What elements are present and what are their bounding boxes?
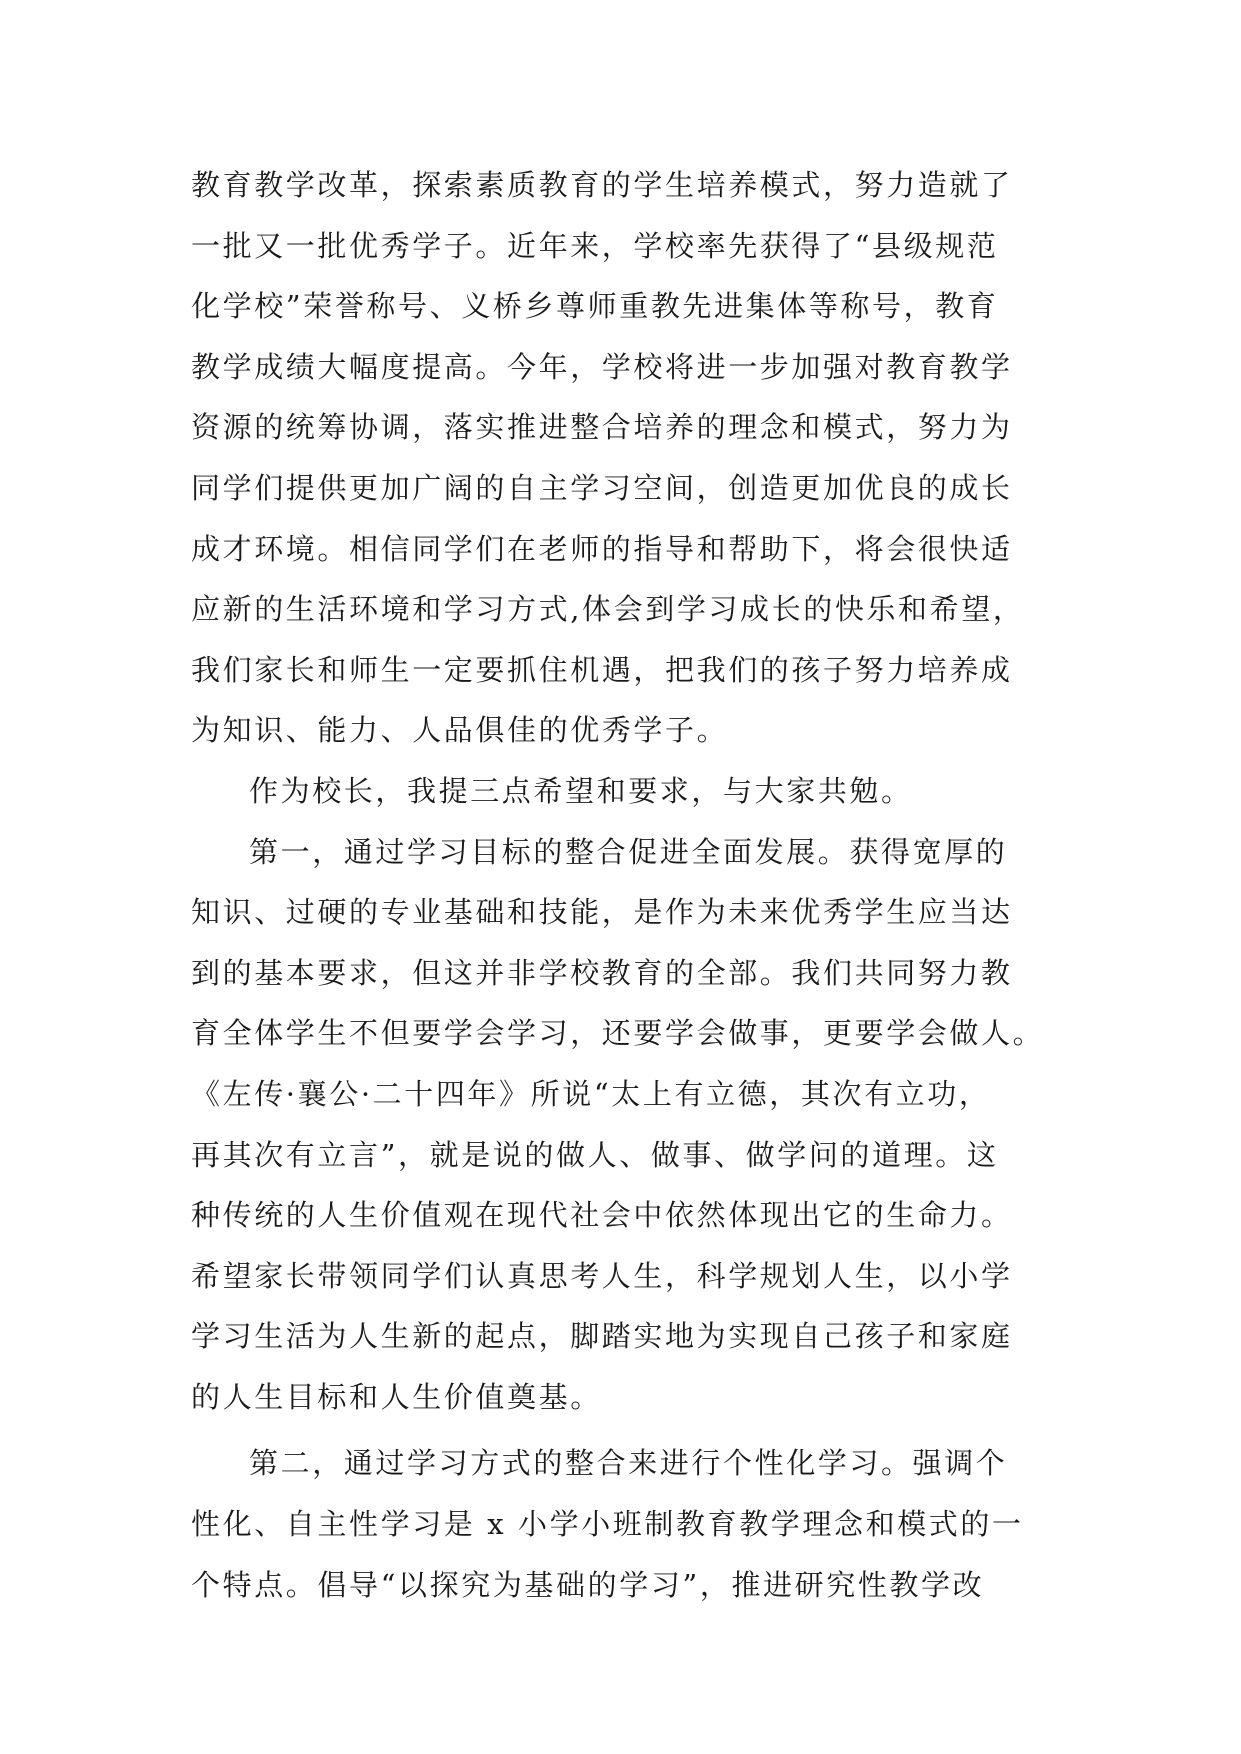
text-line: 《左传·襄公·二十四年》所说“太上有立德，其次有立功，	[191, 1076, 991, 1111]
text-line: 教育教学改革，探索素质教育的学生培养模式，努力造就了	[191, 168, 1013, 202]
text-line: 种传统的人生价值观在现代社会中依然体现出它的生命力。	[191, 1198, 1013, 1233]
text-line: 再其次有立言”，就是说的做人、做事、做学问的道理。这	[191, 1137, 999, 1172]
text-line: 学习生活为人生新的起点，脚踏实地为实现自己孩子和家庭	[191, 1319, 1013, 1354]
text-line: 第一，通过学习目标的整合促进全面发展。获得宽厚的	[249, 834, 1008, 869]
text-line: 个特点。倡导“以探究为基础的学习”，推进研究性教学改	[191, 1567, 985, 1602]
text-line: 的人生目标和人生价值奠基。	[191, 1379, 602, 1414]
text-line: 知识、过硬的专业基础和技能，是作为未来优秀学生应当达	[191, 895, 1013, 930]
text-line: 一批又一批优秀学子。近年来，学校率先获得了“县级规范	[191, 228, 999, 263]
text-line: 应新的生活环境和学习方式,体会到学习成长的快乐和希望，	[191, 592, 1025, 627]
text-line: 希望家长带领同学们认真思考人生，科学规划人生，以小学	[191, 1258, 1013, 1293]
text-line: 教学成绩大幅度提高。今年，学校将进一步加强对教育教学	[191, 349, 1013, 384]
text-line: 育全体学生不但要学会学习，还要学会做事，更要学会做人。	[191, 1016, 1045, 1051]
text-line: 到的基本要求，但这并非学校教育的全部。我们共同努力教	[191, 955, 1013, 990]
text-line: 化学校”荣誉称号、义桥乡尊师重教先进集体等称号，教育	[191, 289, 999, 324]
text-line: 同学们提供更加广阔的自主学习空间，创造更加优良的成长	[191, 470, 1013, 505]
text-line: 性化、自主性学习是 x 小学小班制教育教学理念和模式的一	[191, 1507, 1024, 1542]
text-line: 资源的统筹协调，落实推进整合培养的理念和模式，努力为	[191, 410, 1013, 445]
text-line: 成才环境。相信同学们在老师的指导和帮助下，将会很快适	[191, 531, 1013, 566]
text-line: 第二，通过学习方式的整合来进行个性化学习。强调个	[249, 1446, 1008, 1481]
text-line: 作为校长，我提三点希望和要求，与大家共勉。	[249, 773, 913, 808]
text-line: 为知识、能力、人品俱佳的优秀学子。	[191, 713, 729, 748]
body-text	[191, 155, 1061, 1615]
text-line: 我们家长和师生一定要抓住机遇，把我们的孩子努力培养成	[191, 652, 1013, 687]
